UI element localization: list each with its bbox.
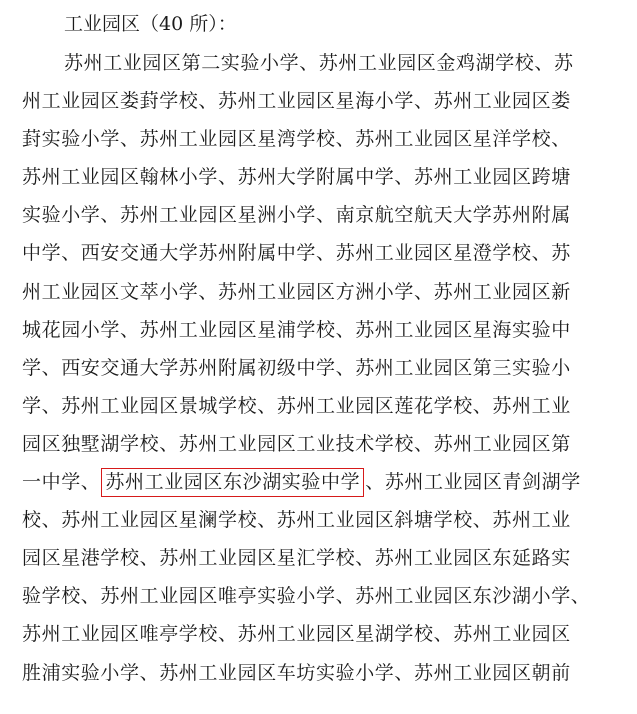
section-heading: 工业园区（40 所）：	[64, 13, 237, 35]
text-line: 城花园小学、苏州工业园区星浦学校、苏州工业园区星海实验中	[22, 318, 571, 341]
text-line: 园区独墅湖学校、苏州工业园区工业技术学校、苏州工业园区第	[22, 432, 571, 455]
text-line: 葑实验小学、苏州工业园区星湾学校、苏州工业园区星洋学校、	[22, 128, 571, 151]
text-line: 中学、西安交通大学苏州附属中学、苏州工业园区星澄学校、苏	[22, 242, 571, 265]
text-line-highlighted	[22, 463, 622, 501]
text-line: 实验小学、苏州工业园区星洲小学、南京航空航天大学苏州附属	[22, 204, 571, 227]
text-line: 学、西安交通大学苏州附属初级中学、苏州工业园区第三实验小	[22, 356, 571, 379]
text-line: 州工业园区文萃小学、苏州工业园区方洲小学、苏州工业园区新	[22, 280, 571, 303]
highlighted-school-name: 苏州工业园区东沙湖实验中学	[101, 468, 364, 497]
text-line: 验学校、苏州工业园区唯亭实验小学、苏州工业园区东沙湖小学、	[22, 585, 591, 608]
line-text-before: 一中学、	[22, 471, 101, 494]
text-line: 学、苏州工业园区景城学校、苏州工业园区莲花学校、苏州工业	[22, 394, 571, 417]
text-line: 校、苏州工业园区星澜学校、苏州工业园区斜塘学校、苏州工业	[22, 509, 571, 532]
text-line: 苏州工业园区唯亭学校、苏州工业园区星湖学校、苏州工业园区	[22, 623, 571, 646]
text-line: 苏州工业园区第二实验小学、苏州工业园区金鸡湖学校、苏	[64, 52, 574, 74]
school-list-paragraph	[22, 44, 622, 692]
text-line: 胜浦实验小学、苏州工业园区车坊实验小学、苏州工业园区朝前	[22, 661, 571, 684]
text-line: 园区星港学校、苏州工业园区星汇学校、苏州工业园区东延路实	[22, 547, 571, 570]
line-text-after: 、苏州工业园区青剑湖学	[365, 471, 581, 494]
text-line: 苏州工业园区翰林小学、苏州大学附属中学、苏州工业园区跨塘	[22, 166, 571, 189]
text-line: 州工业园区娄葑学校、苏州工业园区星海小学、苏州工业园区娄	[22, 90, 571, 113]
